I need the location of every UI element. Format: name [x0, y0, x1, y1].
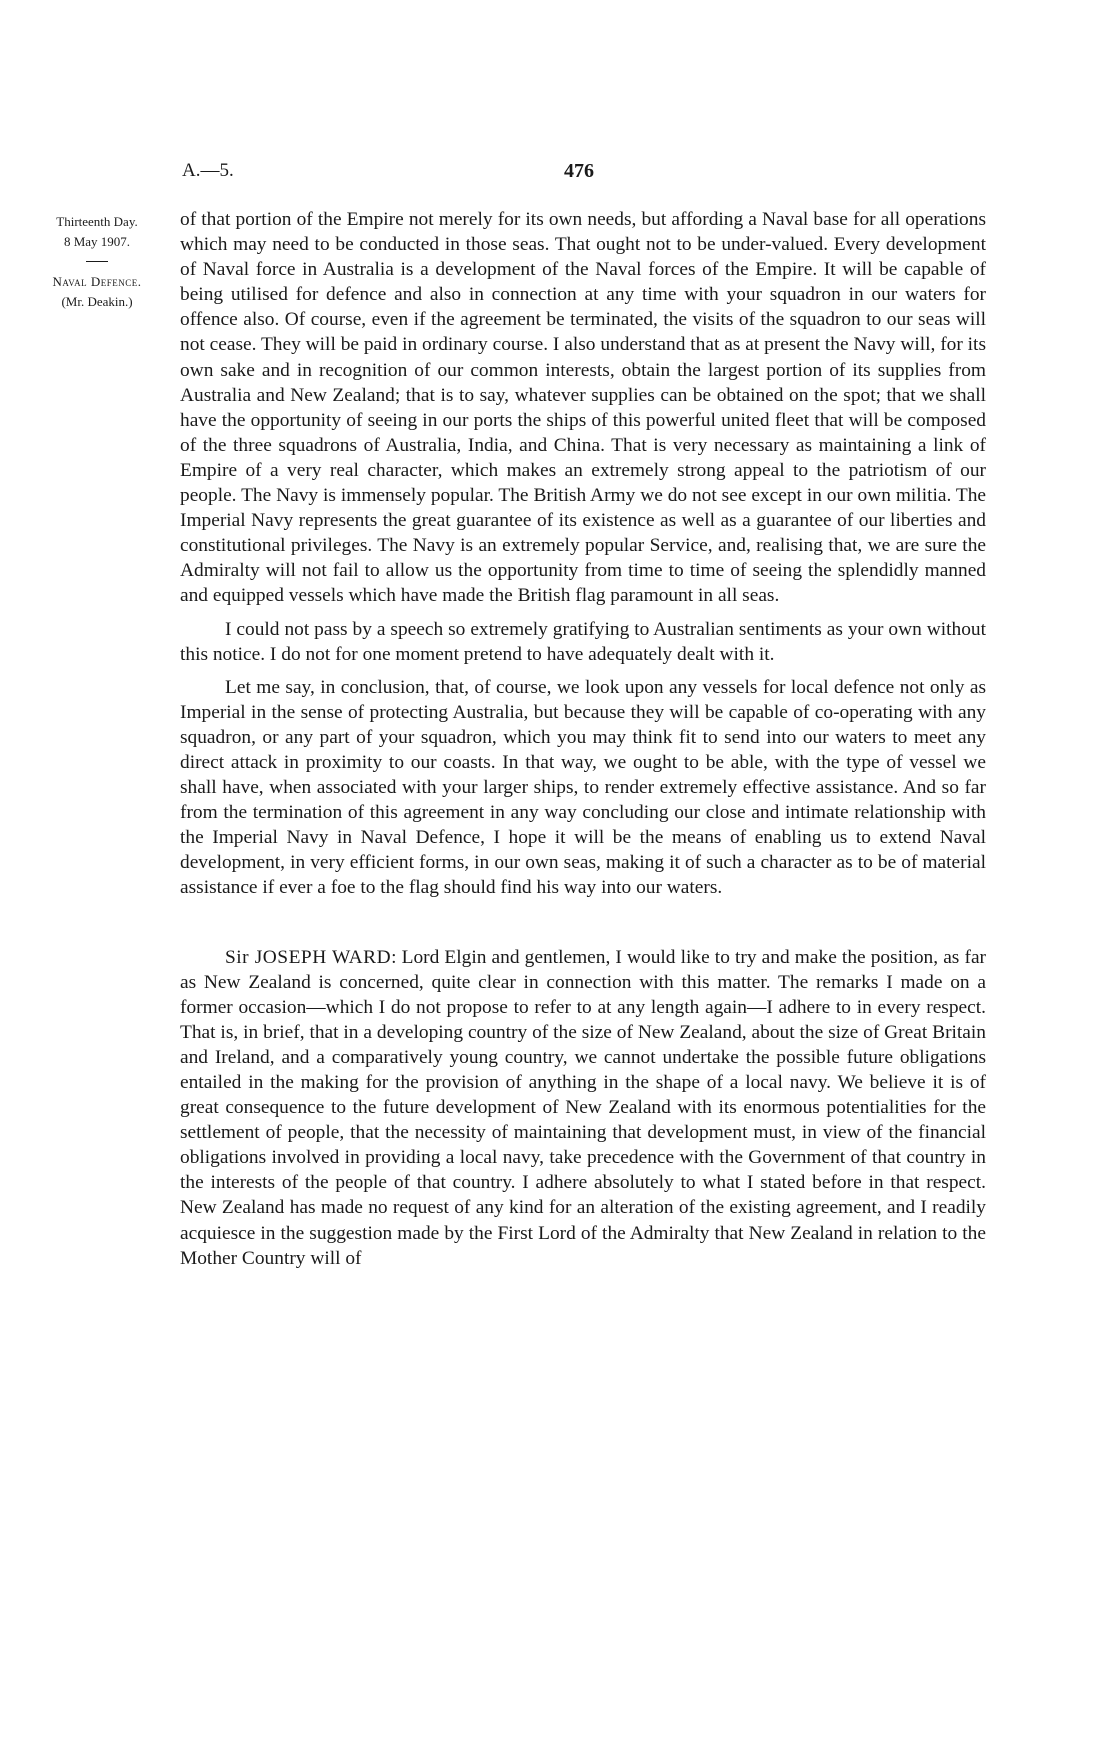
margin-subject: Naval Defence. — [52, 274, 142, 289]
margin-speaker: (Mr. Deakin.) — [61, 294, 133, 309]
main-text — [180, 207, 986, 1271]
margin-note — [22, 212, 172, 312]
page-number: 476 — [564, 160, 594, 182]
speaker-name: Sir JOSEPH WARD — [225, 946, 392, 968]
margin-date: 8 May 1907. — [63, 234, 131, 249]
paragraph-4 — [180, 945, 986, 1271]
paragraph-1: of that portion of the Empire not merely for its own needs, but affording a Naval base for all operations which may need to be conducted in those seas. That ought not to be under-valued. Every development of Naval force in Australia is a development of the Naval forces of the Empire. It will be capable of being utilised for defence and also in connection at any time with your squadron in our waters for offence also. Of course, even if the agreement be terminated, the visits of the squadron to our seas will not cease. They will be paid in ordinary course. I also understand that as at present the Navy will, for its own sake and in recognition of our common interests, obtain the largest portion of its supplies from Australia and New Zealand; that is to say, whatever supplies can be obtained on the spot; that we shall have the opportunity of seeing in our ports the ships of this powerful united fleet that will be composed of the three squadrons of Australia, India, and China. That is very necessary as maintaining a link of Empire of a very real character, which makes an extremely strong appeal to the patriotism of our people. The Navy is immensely popular. The British Army we do not see except in our own militia. The Imperial Navy represents the great guarantee of its existence as well as a guarantee of our liberties and constitutional privileges. The Navy is an extremely popular Service, and, realising that, we are sure the Admiralty will not fail to allow us the opportunity from time to time of seeing the splendidly manned and equipped vessels which have made the British flag paramount in all seas. — [180, 209, 986, 607]
paragraph-3: Let me say, in conclusion, that, of course, we look upon any vessels for local defence not only as Imperial in the sense of protecting Australia, but because they will be capable of co-operating with any squadron, or any part of your squadron, which you may think fit to send into our waters to meet any direct attack in proximity to our coasts. In that way, we ought to be able, with the type of vessel we shall have, when associated with your larger ships, to render extremely effective assistance. And so far from the termination of this agreement in any way concluding our close and intimate relationship with the Imperial Navy in Naval Defence, I hope it will be the means of enabling us to extend Naval development, in very efficient forms, in our own seas, making it of such a character as to be of material assistance if ever a foe to the flag should find his way into our waters. — [180, 676, 986, 899]
paragraph-4-text: : Lord Elgin and gentlemen, I would like to try and make the position, as far as New Zealand is concerned, quite clear in connection with this matter. The remarks I made on a former occasion—which I do not propose to refer to at any length again—I adhere to in every respect. That is, in brief, that in a developing country of the size of New Zealand, about the size of Great Britain and Ireland, and a comparatively young country, we cannot undertake the possible future obligations entailed in the making for the provision of anything in the shape of a local navy. We believe it is of great consequence to the future development of New Zealand with its enormous potentialities for the settlement of people, that the necessity of maintaining that development must, in view of the financial obligations involved in providing a local navy, take precedence with the Government of that country in the interests of the people of that country. I adhere absolutely to what I stated before in that respect. New Zealand has made no request of any kind for an alteration of the existing agreement, and I readily acquiesce in the suggestion made by the First Lord of the Admiralty that New Zealand in relation to the Mother Country will of — [180, 946, 987, 1269]
margin-day: Thirteenth Day. — [56, 214, 138, 229]
page-header — [182, 160, 982, 188]
margin-divider — [86, 261, 108, 272]
paper-reference: A.—5. — [182, 160, 234, 181]
paragraph-2: I could not pass by a speech so extremely gratifying to Australian sentiments as your own without this notice. I do not for one moment pretend to have adequately dealt with it. — [180, 618, 986, 665]
